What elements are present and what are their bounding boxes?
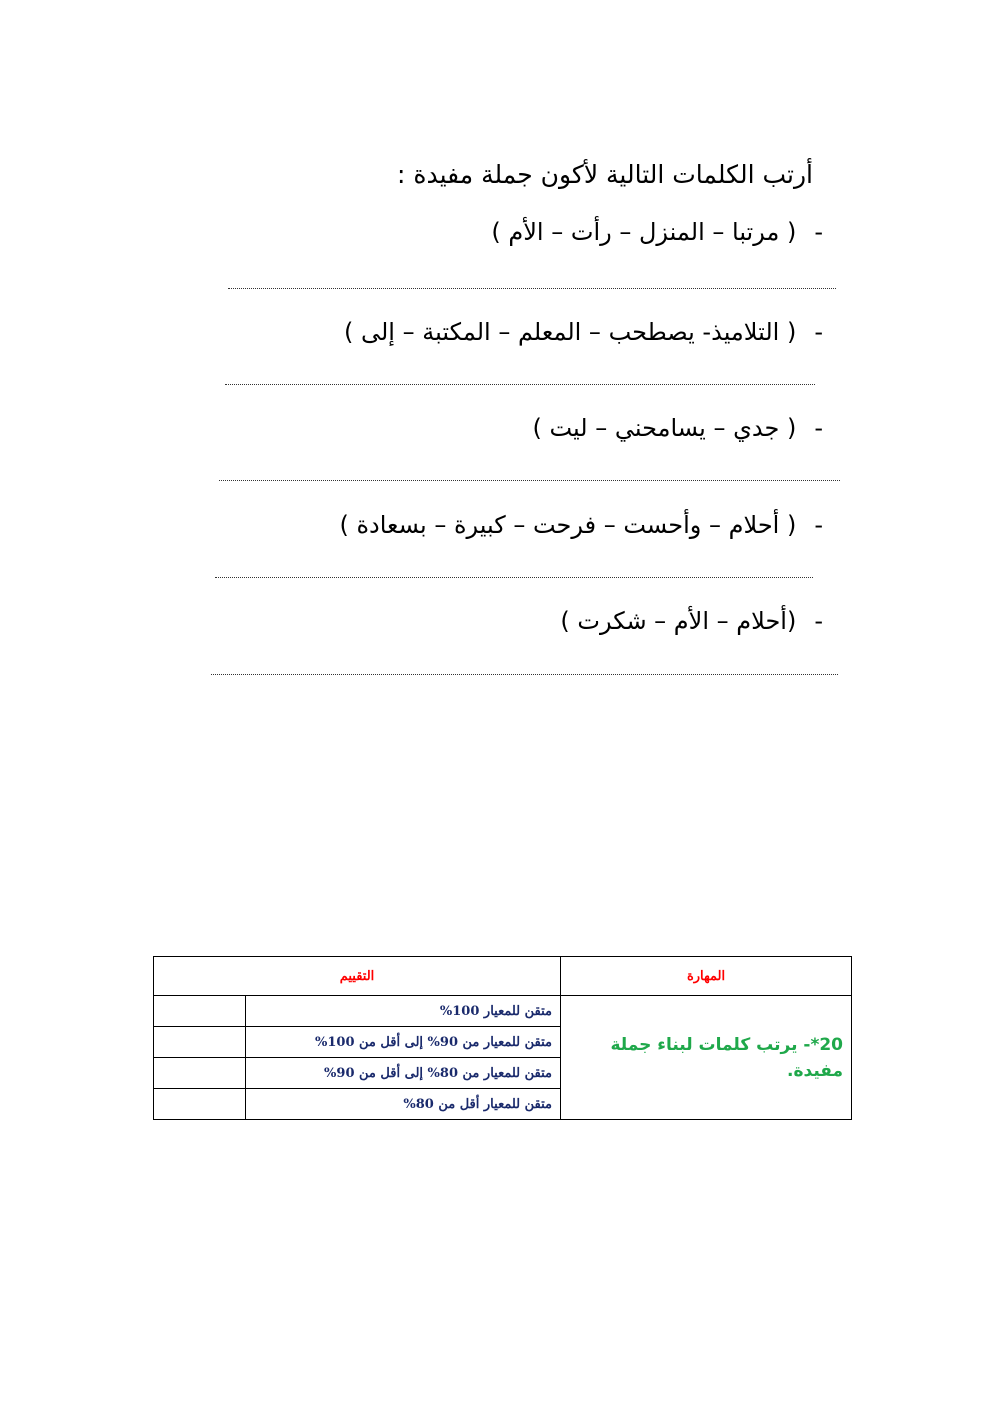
item-dash: - xyxy=(814,414,823,442)
item-dash: - xyxy=(814,218,823,246)
level-below-80: متقن للمعيار أقل من 80% xyxy=(246,1089,561,1120)
level-80-90: متقن للمعيار من 80% إلى أقل من 90% xyxy=(246,1058,561,1089)
score-cell-2[interactable] xyxy=(154,1027,246,1058)
exercise-item-5 xyxy=(560,607,823,635)
item-words: ( مرتبا – المنزل – رأت – الأم ) xyxy=(491,218,797,246)
item-dash: - xyxy=(814,318,823,346)
level-100: متقن للمعيار 100% xyxy=(246,996,561,1027)
answer-line-2[interactable] xyxy=(225,384,815,385)
item-dash: - xyxy=(814,511,823,539)
skill-header: المهارة xyxy=(561,957,852,996)
item-dash: - xyxy=(814,607,823,635)
answer-line-3[interactable] xyxy=(219,480,840,481)
evaluation-header: التقييم xyxy=(154,957,561,996)
answer-line-1[interactable] xyxy=(228,288,836,289)
exercise-item-2 xyxy=(344,318,823,346)
answer-line-4[interactable] xyxy=(215,577,813,578)
score-cell-1[interactable] xyxy=(154,996,246,1027)
score-cell-3[interactable] xyxy=(154,1058,246,1089)
score-cell-4[interactable] xyxy=(154,1089,246,1120)
level-90-100: متقن للمعيار من 90% إلى أقل من 100% xyxy=(246,1027,561,1058)
skill-description: 20*- يرتب كلمات لبناء جملة مفيدة. xyxy=(561,996,852,1120)
exercise-item-4 xyxy=(339,511,823,539)
item-words: ( التلاميذ- يصطحب – المعلم – المكتبة – إلى ) xyxy=(344,318,797,346)
evaluation-table xyxy=(153,956,852,1120)
exercise-item-1 xyxy=(491,218,823,246)
item-words: ( جدي – يسامحني – ليت ) xyxy=(532,414,797,442)
exercise-item-3 xyxy=(532,414,823,442)
item-words: ( أحلام – وأحست – فرحت – كبيرة – بسعادة ) xyxy=(339,511,797,539)
instruction-text: أرتب الكلمات التالية لأكون جملة مفيدة : xyxy=(397,160,813,189)
item-words: (أحلام – الأم – شكرت ) xyxy=(560,607,797,635)
answer-line-5[interactable] xyxy=(211,674,838,675)
